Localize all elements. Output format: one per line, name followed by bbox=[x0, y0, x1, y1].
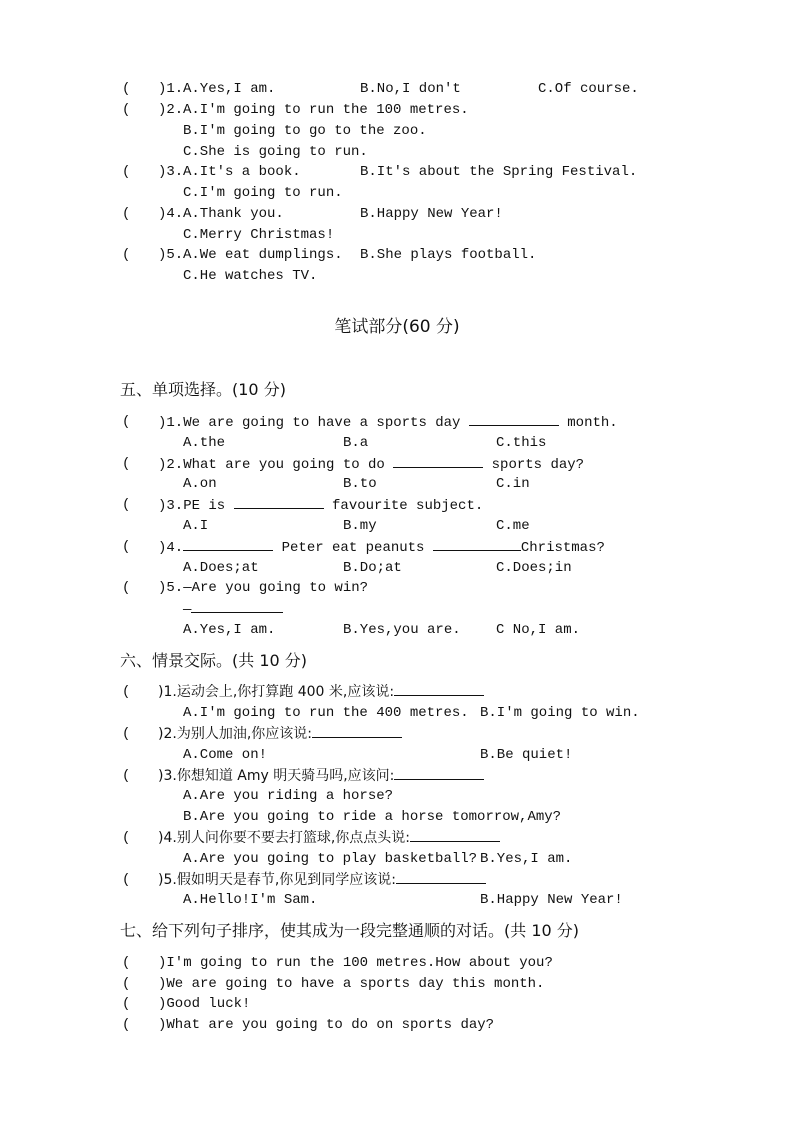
option-a: A.the bbox=[183, 435, 226, 451]
answer-paren[interactable]: ( bbox=[122, 684, 131, 700]
question-text: )5.—Are you going to win? bbox=[158, 580, 369, 596]
question-text: )2.What are you going to do sports day? bbox=[158, 457, 585, 473]
question-text: )1.运动会上,你打算跑 400 米,应该说: bbox=[158, 683, 484, 701]
answer-paren[interactable]: ( bbox=[122, 726, 131, 742]
option-b: B.I'm going to go to the zoo. bbox=[183, 123, 427, 139]
option-a: A.on bbox=[183, 476, 217, 492]
option-c: C.Of course. bbox=[538, 81, 639, 97]
option-b: B.Happy New Year! bbox=[360, 206, 503, 222]
question-number: )3. bbox=[158, 164, 184, 180]
answer-paren[interactable]: ( bbox=[122, 996, 131, 1012]
question-text: )2.为别人加油,你应该说: bbox=[158, 725, 402, 743]
option-a: A.Does;at bbox=[183, 560, 259, 576]
option-c: C No,I am. bbox=[496, 622, 581, 638]
option-c: C.me bbox=[496, 518, 530, 534]
question-text: )3.你想知道 Amy 明天骑马吗,应该问: bbox=[158, 767, 484, 785]
option-b: B.She plays football. bbox=[360, 247, 537, 263]
fill-blank[interactable] bbox=[433, 538, 521, 551]
dialogue-sentence: )I'm going to run the 100 metres.How about you? bbox=[158, 955, 553, 971]
option-b: B.I'm going to win. bbox=[480, 705, 640, 721]
answer-paren[interactable]: ( bbox=[122, 247, 131, 263]
question-text: )1.We are going to have a sports day month. bbox=[158, 415, 618, 431]
option-b: B.Yes,you are. bbox=[343, 622, 461, 638]
fill-blank[interactable] bbox=[410, 829, 500, 842]
option-a: A.It's a book. bbox=[183, 164, 301, 180]
option-b: B.a bbox=[343, 435, 369, 451]
option-c: C.She is going to run. bbox=[183, 144, 368, 160]
section7-title: 七、给下列句子排序，使其成为一段完整通顺的对话。(共 10 分) bbox=[120, 921, 580, 940]
answer-paren[interactable]: ( bbox=[122, 102, 131, 118]
option-a: A.I'm going to run the 100 metres. bbox=[183, 102, 469, 118]
answer-paren[interactable]: ( bbox=[122, 955, 131, 971]
question-text: )4. Peter eat peanuts Christmas? bbox=[158, 540, 605, 556]
option-b: B.my bbox=[343, 518, 377, 534]
written-part-title: 笔试部分(60 分) bbox=[334, 317, 460, 337]
fill-blank[interactable] bbox=[394, 767, 484, 780]
fill-blank[interactable] bbox=[312, 725, 402, 738]
option-b: B.Yes,I am. bbox=[480, 851, 573, 867]
option-c: C.this bbox=[496, 435, 547, 451]
dialogue-sentence: )What are you going to do on sports day? bbox=[158, 1017, 495, 1033]
option-a: A.I bbox=[183, 518, 209, 534]
fill-blank[interactable] bbox=[234, 496, 324, 509]
question-text: )4.别人问你要不要去打篮球,你点点头说: bbox=[158, 829, 500, 847]
answer-paren[interactable]: ( bbox=[122, 206, 131, 222]
option-a: A.Yes,I am. bbox=[183, 622, 276, 638]
section5-title: 五、单项选择。(10 分) bbox=[120, 380, 286, 399]
option-c: C.He watches TV. bbox=[183, 268, 318, 284]
option-a: A.Come on! bbox=[183, 747, 268, 763]
answer-paren[interactable]: ( bbox=[122, 976, 131, 992]
answer-paren[interactable]: ( bbox=[122, 81, 131, 97]
option-b: B.Be quiet! bbox=[480, 747, 573, 763]
dialogue-sentence: )We are going to have a sports day this month. bbox=[158, 976, 545, 992]
section6-title: 六、情景交际。(共 10 分) bbox=[120, 651, 308, 670]
option-a: A.Are you riding a horse? bbox=[183, 788, 394, 804]
option-c: C.Does;in bbox=[496, 560, 572, 576]
option-c: C.in bbox=[496, 476, 530, 492]
option-b: B.It's about the Spring Festival. bbox=[360, 164, 638, 180]
answer-paren[interactable]: ( bbox=[122, 497, 131, 513]
question-text: )5.假如明天是春节,你见到同学应该说: bbox=[158, 871, 486, 889]
answer-paren[interactable]: ( bbox=[122, 580, 131, 596]
answer-line: — bbox=[183, 600, 283, 619]
answer-paren[interactable]: ( bbox=[122, 872, 131, 888]
option-b: B.No,I don't bbox=[360, 81, 461, 97]
fill-blank[interactable] bbox=[183, 538, 273, 551]
option-a: A.Thank you. bbox=[183, 206, 284, 222]
fill-blank[interactable] bbox=[191, 600, 283, 613]
option-b: B.to bbox=[343, 476, 377, 492]
option-a: A.Are you going to play basketball? bbox=[183, 851, 478, 867]
fill-blank[interactable] bbox=[469, 413, 559, 426]
fill-blank[interactable] bbox=[393, 455, 483, 468]
option-c: C.I'm going to run. bbox=[183, 185, 343, 201]
option-a: A.Hello!I'm Sam. bbox=[183, 892, 318, 908]
answer-paren[interactable]: ( bbox=[122, 456, 131, 472]
option-c: C.Merry Christmas! bbox=[183, 227, 335, 243]
question-number: )5. bbox=[158, 247, 184, 263]
option-b: B.Happy New Year! bbox=[480, 892, 623, 908]
option-b: B.Are you going to ride a horse tomorrow,Amy? bbox=[183, 809, 562, 825]
dialogue-sentence: )Good luck! bbox=[158, 996, 251, 1012]
option-a: A.I'm going to run the 400 metres. bbox=[183, 705, 469, 721]
fill-blank[interactable] bbox=[394, 683, 484, 696]
answer-paren[interactable]: ( bbox=[122, 1017, 131, 1033]
answer-paren[interactable]: ( bbox=[122, 164, 131, 180]
option-a: A.We eat dumplings. bbox=[183, 247, 343, 263]
answer-paren[interactable]: ( bbox=[122, 830, 131, 846]
answer-paren[interactable]: ( bbox=[122, 539, 131, 555]
option-a: A.Yes,I am. bbox=[183, 81, 276, 97]
fill-blank[interactable] bbox=[396, 871, 486, 884]
option-b: B.Do;at bbox=[343, 560, 402, 576]
question-number: )4. bbox=[158, 206, 184, 222]
answer-paren[interactable]: ( bbox=[122, 768, 131, 784]
question-number: )2. bbox=[158, 102, 184, 118]
question-number: )1. bbox=[158, 81, 184, 97]
question-text: )3.PE is favourite subject. bbox=[158, 498, 484, 514]
answer-paren[interactable]: ( bbox=[122, 414, 131, 430]
